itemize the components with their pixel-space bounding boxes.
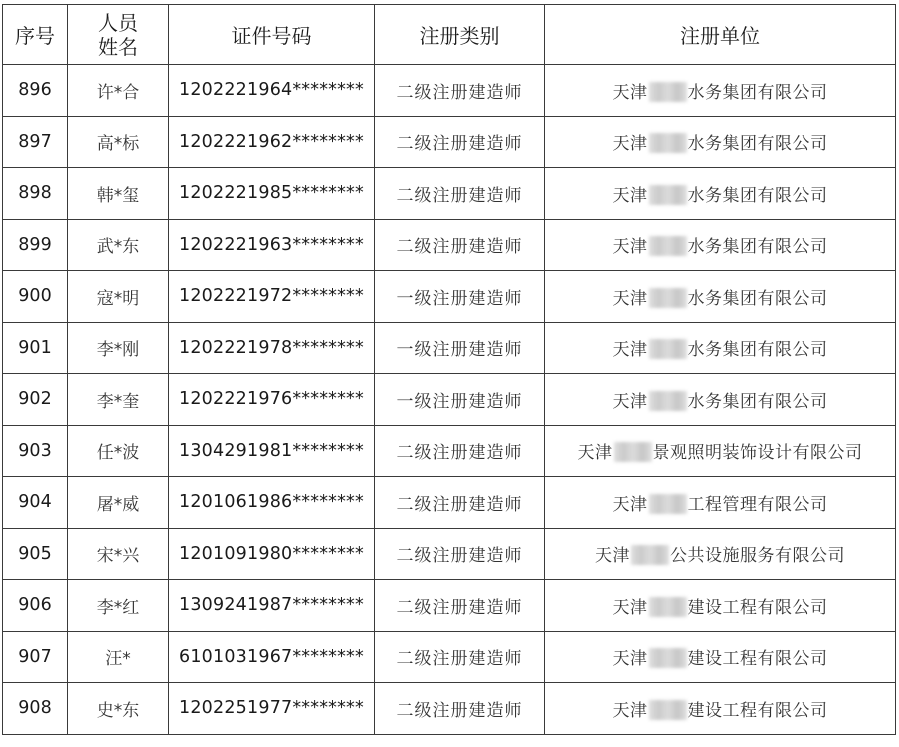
registration-unit <box>545 477 896 529</box>
row-number: 899 <box>3 219 68 271</box>
registration-type: 二级注册建造师 <box>375 580 545 632</box>
row-number: 897 <box>3 116 68 168</box>
row-number: 896 <box>3 65 68 117</box>
row-number: 898 <box>3 168 68 220</box>
unit-prefix: 天津 <box>612 700 648 721</box>
registration-unit <box>545 425 896 477</box>
unit-prefix: 天津 <box>612 391 648 412</box>
certificate-number: 1309241987******** <box>169 580 375 632</box>
registration-type: 二级注册建造师 <box>375 683 545 735</box>
table-row <box>3 116 896 168</box>
certificate-number: 1202221963******** <box>169 219 375 271</box>
certificate-number: 1202221985******** <box>169 168 375 220</box>
person-name: 宋*兴 <box>68 528 169 580</box>
registration-table <box>2 4 896 735</box>
registration-type: 一级注册建造师 <box>375 322 545 374</box>
registration-unit <box>545 116 896 168</box>
redacted-blur <box>649 236 687 256</box>
header-row <box>3 5 896 65</box>
registration-unit <box>545 631 896 683</box>
table-row <box>3 631 896 683</box>
certificate-number: 1202221964******** <box>169 65 375 117</box>
registration-unit <box>545 683 896 735</box>
header-no: 序号 <box>3 5 68 65</box>
table-row <box>3 683 896 735</box>
row-number: 907 <box>3 631 68 683</box>
unit-prefix: 天津 <box>612 237 648 258</box>
header-type: 注册类别 <box>375 5 545 65</box>
redacted-blur <box>649 700 687 720</box>
person-name: 高*标 <box>68 116 169 168</box>
table-body <box>3 65 896 735</box>
person-name: 李*刚 <box>68 322 169 374</box>
person-name: 任*波 <box>68 425 169 477</box>
table-row <box>3 477 896 529</box>
unit-prefix: 天津 <box>595 546 630 567</box>
unit-prefix: 天津 <box>612 494 648 515</box>
person-name: 武*东 <box>68 219 169 271</box>
row-number: 901 <box>3 322 68 374</box>
redacted-blur <box>649 648 687 668</box>
redacted-blur <box>649 82 687 102</box>
registration-unit <box>545 219 896 271</box>
unit-prefix: 天津 <box>612 134 648 155</box>
person-name: 李*奎 <box>68 374 169 426</box>
unit-suffix: 景观照明装饰设计有限公司 <box>652 443 863 464</box>
registration-type: 二级注册建造师 <box>375 425 545 477</box>
person-name: 史*东 <box>68 683 169 735</box>
unit-prefix: 天津 <box>612 649 648 670</box>
person-name: 寇*明 <box>68 271 169 323</box>
table-row <box>3 425 896 477</box>
unit-suffix: 水务集团有限公司 <box>687 237 828 258</box>
registration-type: 二级注册建造师 <box>375 528 545 580</box>
certificate-number: 1202221972******** <box>169 271 375 323</box>
redacted-blur <box>649 185 687 205</box>
redacted-blur <box>649 288 687 308</box>
registration-type: 二级注册建造师 <box>375 631 545 683</box>
certificate-number: 1201091980******** <box>169 528 375 580</box>
row-number: 906 <box>3 580 68 632</box>
registration-type: 二级注册建造师 <box>375 168 545 220</box>
table-row <box>3 65 896 117</box>
table-row <box>3 168 896 220</box>
certificate-number: 1304291981******** <box>169 425 375 477</box>
table-row <box>3 271 896 323</box>
unit-suffix: 建设工程有限公司 <box>687 700 828 721</box>
registration-unit <box>545 322 896 374</box>
unit-suffix: 建设工程有限公司 <box>687 649 828 670</box>
header-name-label: 人员姓名 <box>98 10 138 59</box>
table-row <box>3 219 896 271</box>
unit-prefix: 天津 <box>612 82 648 103</box>
header-id: 证件号码 <box>169 5 375 65</box>
unit-suffix: 水务集团有限公司 <box>687 340 828 361</box>
registration-unit <box>545 580 896 632</box>
unit-prefix: 天津 <box>612 185 648 206</box>
redacted-blur <box>649 133 687 153</box>
certificate-number: 1202221962******** <box>169 116 375 168</box>
person-name: 屠*威 <box>68 477 169 529</box>
registration-type: 二级注册建造师 <box>375 116 545 168</box>
registration-type: 一级注册建造师 <box>375 271 545 323</box>
header-name <box>68 5 169 65</box>
table-row <box>3 580 896 632</box>
certificate-number: 1201061986******** <box>169 477 375 529</box>
person-name: 李*红 <box>68 580 169 632</box>
registration-unit <box>545 168 896 220</box>
registration-type: 二级注册建造师 <box>375 219 545 271</box>
redacted-blur <box>649 339 687 359</box>
registration-unit <box>545 374 896 426</box>
registration-unit <box>545 271 896 323</box>
redacted-blur <box>614 442 652 462</box>
unit-suffix: 水务集团有限公司 <box>687 185 828 206</box>
person-name: 汪* <box>68 631 169 683</box>
redacted-blur <box>649 391 687 411</box>
certificate-number: 1202251977******** <box>169 683 375 735</box>
row-number: 905 <box>3 528 68 580</box>
unit-suffix: 水务集团有限公司 <box>687 288 828 309</box>
registration-type: 二级注册建造师 <box>375 477 545 529</box>
unit-suffix: 工程管理有限公司 <box>687 494 828 515</box>
header-unit: 注册单位 <box>545 5 896 65</box>
certificate-number: 6101031967******** <box>169 631 375 683</box>
unit-prefix: 天津 <box>612 340 648 361</box>
certificate-number: 1202221978******** <box>169 322 375 374</box>
unit-suffix: 水务集团有限公司 <box>687 82 828 103</box>
registration-type: 一级注册建造师 <box>375 374 545 426</box>
unit-suffix: 公共设施服务有限公司 <box>670 546 845 567</box>
row-number: 908 <box>3 683 68 735</box>
certificate-number: 1202221976******** <box>169 374 375 426</box>
row-number: 900 <box>3 271 68 323</box>
unit-suffix: 水务集团有限公司 <box>687 391 828 412</box>
table-row <box>3 528 896 580</box>
row-number: 902 <box>3 374 68 426</box>
unit-suffix: 水务集团有限公司 <box>687 134 828 155</box>
row-number: 904 <box>3 477 68 529</box>
table-row <box>3 374 896 426</box>
redacted-blur <box>631 545 669 565</box>
redacted-blur <box>649 597 687 617</box>
person-name: 许*合 <box>68 65 169 117</box>
redacted-blur <box>649 494 687 514</box>
registration-unit <box>545 528 896 580</box>
table-row <box>3 322 896 374</box>
unit-prefix: 天津 <box>612 288 648 309</box>
row-number: 903 <box>3 425 68 477</box>
unit-prefix: 天津 <box>612 597 648 618</box>
unit-prefix: 天津 <box>577 443 613 464</box>
registration-type: 二级注册建造师 <box>375 65 545 117</box>
unit-suffix: 建设工程有限公司 <box>687 597 828 618</box>
registration-unit <box>545 65 896 117</box>
person-name: 韩*玺 <box>68 168 169 220</box>
